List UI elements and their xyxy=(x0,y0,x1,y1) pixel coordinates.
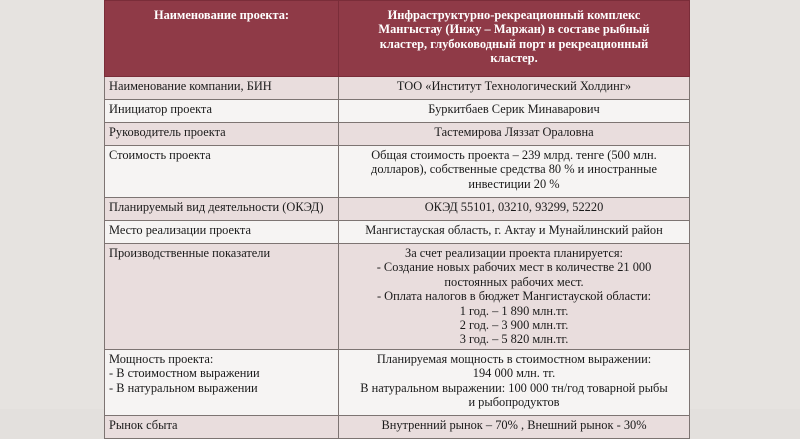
row-value: долларов), собственные средства 80 % и иностранные xyxy=(371,162,657,177)
header-value-line: кластер. xyxy=(490,51,538,66)
row-value-cell xyxy=(339,77,690,100)
table-row xyxy=(105,77,690,100)
table-body xyxy=(105,77,690,439)
row-label-cell xyxy=(105,77,339,100)
row-value: За счет реализации проекта планируется: xyxy=(405,246,623,260)
row-value: и рыбопродуктов xyxy=(468,395,560,410)
row-value: 3 год. – 5 820 млн.тг. xyxy=(459,332,569,347)
header-value-line: кластер, глубоководный порт и рекреационный xyxy=(379,36,649,51)
row-value-cell xyxy=(339,146,690,198)
row-label: Инициатор проекта xyxy=(109,102,212,116)
row-label-cell xyxy=(105,146,339,198)
row-label-cell xyxy=(105,198,339,221)
row-label-cell xyxy=(105,123,339,146)
table-header-row xyxy=(105,1,690,77)
row-value: В натуральном выражении: 100 000 тн/год товарной рыбы xyxy=(360,380,668,395)
row-label-cell xyxy=(105,100,339,123)
row-value-cell xyxy=(339,198,690,221)
row-value: - Оплата налогов в бюджет Мангистауской области: xyxy=(376,289,652,304)
row-value: Мангистауская область, г. Актау и Мунайлинский район xyxy=(365,223,663,237)
row-label-cell xyxy=(105,221,339,244)
header-value-line: Инфраструктурно-рекреационный комплекс xyxy=(387,8,641,22)
row-value: Общая стоимость проекта – 239 млрд. тенге (500 млн. xyxy=(371,148,657,162)
row-label: Рынок сбыта xyxy=(109,418,178,432)
row-label: Наименование компании, БИН xyxy=(109,79,272,93)
row-value-cell xyxy=(339,244,690,350)
row-label: Мощность проекта: xyxy=(109,352,214,366)
row-value: Внутренний рынок – 70% , Внешний рынок - 30% xyxy=(381,418,647,432)
row-label: Место реализации проекта xyxy=(109,223,251,237)
row-value-cell xyxy=(339,221,690,244)
table-row xyxy=(105,123,690,146)
project-info-table xyxy=(104,0,690,439)
row-label: Стоимость проекта xyxy=(109,148,211,162)
header-label-cell xyxy=(105,1,339,77)
table-row xyxy=(105,244,690,350)
row-value-cell xyxy=(339,100,690,123)
row-label: Руководитель проекта xyxy=(109,125,226,139)
table-row xyxy=(105,146,690,198)
row-value: - Создание новых рабочих мест в количестве 21 000 xyxy=(376,260,652,275)
row-value: постоянных рабочих мест. xyxy=(444,274,584,289)
table-row xyxy=(105,221,690,244)
row-label: Производственные показатели xyxy=(109,246,271,260)
table-row xyxy=(105,416,690,439)
row-value: ОКЭД 55101, 03210, 93299, 52220 xyxy=(424,200,604,214)
row-value: ТОО «Институт Технологический Холдинг» xyxy=(396,79,632,93)
row-label-cell xyxy=(105,350,339,416)
header-value-cell xyxy=(339,1,690,77)
row-label-cell xyxy=(105,416,339,439)
row-value-cell xyxy=(339,123,690,146)
table-row xyxy=(105,100,690,123)
row-value: инвестиции 20 % xyxy=(468,176,560,191)
row-label: Планируемый вид деятельности (ОКЭД) xyxy=(109,200,324,214)
row-value: 1 год. – 1 890 млн.тг. xyxy=(459,303,569,318)
row-label-cell xyxy=(105,244,339,350)
row-label: - В натуральном выражении xyxy=(109,380,258,395)
row-value: 2 год. – 3 900 млн.тг. xyxy=(459,318,569,333)
row-value: Планируемая мощность в стоимостном выражении: xyxy=(376,352,652,366)
row-value: Тастемирова Ляззат Ораловна xyxy=(434,125,594,139)
row-value-cell xyxy=(339,416,690,439)
row-value: 194 000 млн. тг. xyxy=(472,366,556,381)
table-row xyxy=(105,198,690,221)
row-label: - В стоимостном выражении xyxy=(109,366,260,381)
header-value-line: Мангыстау (Инжу – Маржан) в составе рыбный xyxy=(378,22,650,37)
row-value: Буркитбаев Серик Минаварович xyxy=(428,102,600,116)
header-label: Наименование проекта: xyxy=(153,8,290,22)
table-row xyxy=(105,350,690,416)
row-value-cell xyxy=(339,350,690,416)
